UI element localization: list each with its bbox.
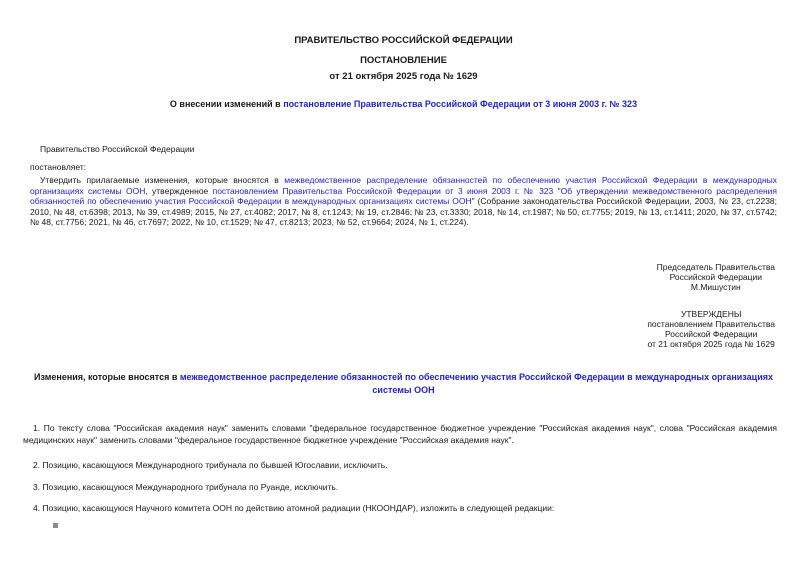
resolution-link-distribution[interactable]: межведомственное распределение обязанностей по обеспечению участия Российской Федерации в международных организациях системы ООН (30, 175, 777, 196)
approval-by-line1: постановлением Правительства (647, 318, 775, 329)
header-government: ПРАВИТЕЛЬСТВО РОССИЙСКОЙ ФЕДЕРАЦИИ (294, 35, 513, 46)
annex-heading-text: Изменения, которые вносятся в (34, 371, 180, 382)
document-title-link[interactable]: постановление Правительства Российской Федерации от 3 июня 2003 г. № 323 (283, 99, 638, 109)
header-date-number: от 21 октября 2025 года № 1629 (329, 71, 478, 82)
resolution-text-citations: (Собрание законодательства Российской Федерации, 2003, № 23, ст.2238; 2010, № 48, ст.6398; 2013, № 39, ст.4989; 2015, № 27, ст.4082; 2017, № 8, ст.1243; № 19, ст.2846; № 23, ст.3330; 2018, № 14, ст.1987; № 50, ст.7755; 2019, № 13, ст.1411; 2020, № 37, ст.5742; № 48, ст.7756; 2021, № 46, ст.7697; 2022, № 10, ст.1529; № 47, ст.8213; 2023, № 52, ст.9664; 2024, № 1, ст.224). (30, 196, 778, 228)
signature-name: М.Мишустин (690, 281, 741, 292)
signature-post-line2: Российской Федерации (669, 271, 763, 282)
amendment-item-4: 4. Позицию, касающуюся Научного комитета ООН по действию атомной радиации (НКООНДАР), изложить в следующей редакции: (33, 502, 555, 513)
amendment-item-1: 1. По тексту слова "Российская академия наук" заменить словами "федеральное государственное бюджетное учреждение "Российская академия наук", слова "Российская академия медицинских наук" заменить словами "федеральное государственное бюджетное учреждение "Российская академия наук". (23, 422, 777, 445)
embedded-object-placeholder-icon (53, 523, 58, 528)
approval-date-number: от 21 октября 2025 года № 1629 (647, 338, 775, 349)
approval-by-line2: Российской Федерации (664, 328, 758, 339)
amendment-item-3: 3. Позицию, касающуюся Международного трибунала по Руанде, исключить. (33, 481, 339, 492)
document-title-text: О внесении изменений в (169, 99, 284, 109)
resolution-paragraph (30, 175, 777, 228)
resolution-link-decree-323[interactable]: постановлением Правительства Российской Федерации от 3 июня 2003 г. № 323 "Об утверждении межведомственного распределения обязанностей по обеспечению участия Российской Федерации в международных организациях системы ООН" (30, 185, 777, 207)
signature-block (657, 262, 775, 292)
signature-post-line1: Председатель Правительства (656, 261, 775, 272)
header-doc-type: ПОСТАНОВЛЕНИЕ (360, 55, 447, 66)
annex-heading (30, 371, 777, 397)
annex-heading-link[interactable]: межведомственное распределение обязанностей по обеспечению участия Российской Федерации в международных организациях системы ООН (179, 371, 773, 395)
amendment-item-2: 2. Позицию, касающуюся Международного трибунала по бывшей Югославии, исключить. (33, 459, 388, 470)
preamble-verb: постановляет: (30, 162, 87, 172)
approval-stamp: УТВЕРЖДЕНЫ (680, 308, 742, 319)
approval-block (647, 309, 775, 349)
resolution-text-2: , утвержденное (145, 185, 213, 196)
preamble-subject: Правительство Российской Федерации (40, 144, 195, 154)
document-title (30, 98, 777, 110)
resolution-text-1: Утвердить прилагаемые изменения, которые вносятся в (40, 175, 285, 185)
